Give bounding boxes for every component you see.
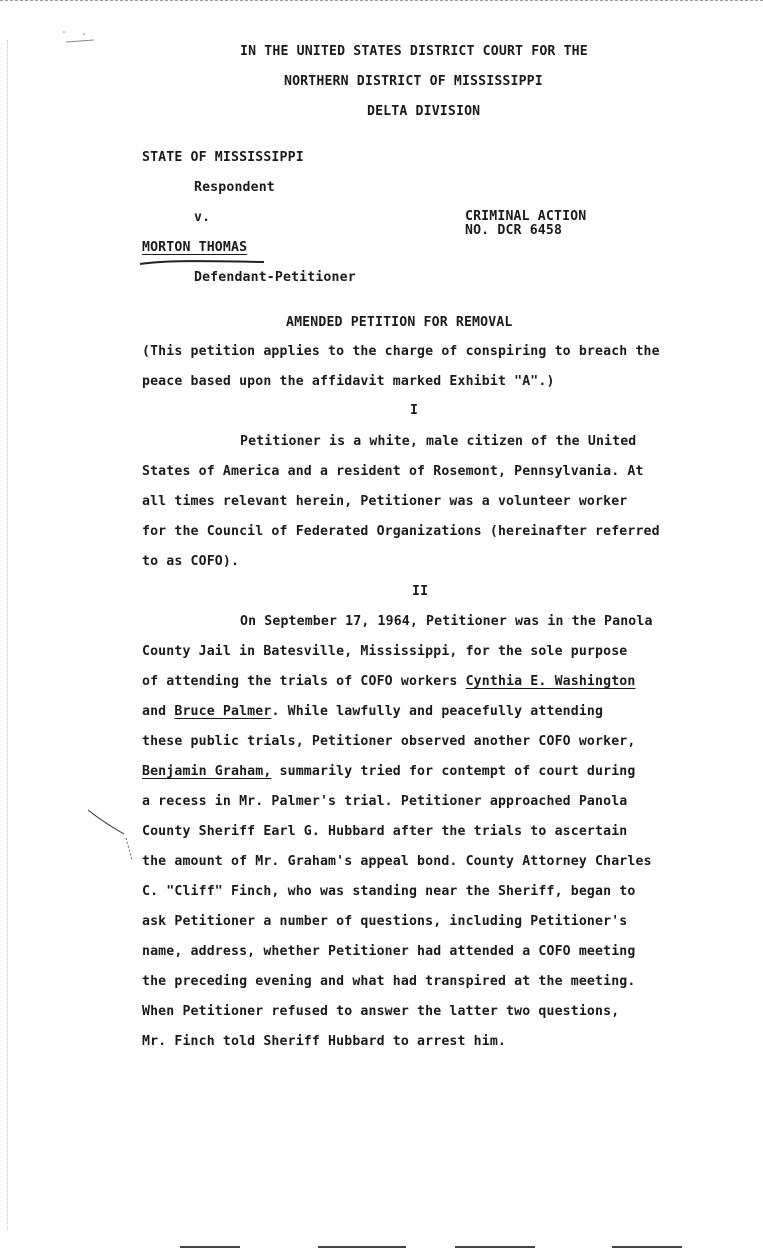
defendant-name: MORTON THOMAS bbox=[142, 240, 248, 255]
margin-pen-stroke bbox=[86, 808, 146, 868]
section-ii-line-4-text-a: and bbox=[142, 704, 175, 719]
plaintiff-name: STATE OF MISSISSIPPI bbox=[142, 150, 304, 165]
footer-rule-2 bbox=[318, 1246, 406, 1248]
court-caption-line-3: DELTA DIVISION bbox=[367, 104, 481, 119]
section-ii-line-4 bbox=[142, 704, 603, 720]
section-ii-line-13: the preceding evening and what had transpired at the meeting. bbox=[142, 974, 636, 989]
section-ii-line-12: name, address, whether Petitioner had attended a COFO meeting bbox=[142, 944, 636, 959]
section-ii-line-9: the amount of Mr. Graham's appeal bond. County Attorney Charles bbox=[142, 854, 652, 869]
defendant-role: Defendant-Petitioner bbox=[194, 270, 356, 285]
section-ii-line-2: County Jail in Batesville, Mississippi, for the sole purpose bbox=[142, 644, 628, 659]
section-i-line-2: States of America and a resident of Rosemont, Pennsylvania. At bbox=[142, 464, 644, 479]
footer-rule-4 bbox=[612, 1246, 682, 1248]
section-ii-line-6-text: summarily tried for contempt of court during bbox=[271, 764, 636, 779]
criminal-action-number: NO. DCR 6458 bbox=[465, 223, 563, 238]
criminal-action-label: CRIMINAL ACTION bbox=[465, 209, 587, 224]
section-i-line-4: for the Council of Federated Organizations (hereinafter referred bbox=[142, 524, 660, 539]
section-ii-line-10: C. "Cliff" Finch, who was standing near the Sheriff, began to bbox=[142, 884, 636, 899]
court-caption-line-1: IN THE UNITED STATES DISTRICT COURT FOR THE bbox=[240, 44, 588, 59]
page-left-edge bbox=[7, 40, 8, 1230]
section-ii-line-4-text-b: . While lawfully and peacefully attending bbox=[271, 704, 604, 719]
section-ii-line-3 bbox=[142, 674, 635, 690]
section-ii-line-6 bbox=[142, 764, 635, 780]
section-i-line-5: to as COFO). bbox=[142, 554, 240, 569]
defendant-name-pen-underline bbox=[138, 258, 268, 268]
section-ii-line-15: Mr. Finch told Sheriff Hubbard to arrest him. bbox=[142, 1034, 507, 1049]
section-ii-line-14: When Petitioner refused to answer the latter two questions, bbox=[142, 1004, 620, 1019]
name-benjamin-graham: Benjamin Graham, bbox=[142, 764, 272, 779]
section-ii-line-5: these public trials, Petitioner observed another COFO worker, bbox=[142, 734, 636, 749]
section-ii-line-1: On September 17, 1964, Petitioner was in the Panola bbox=[240, 614, 653, 629]
preamble-line-2: peace based upon the affidavit marked Exhibit "A".) bbox=[142, 374, 555, 389]
section-i-line-3: all times relevant herein, Petitioner was a volunteer worker bbox=[142, 494, 628, 509]
section-ii-line-3-text: of attending the trials of COFO workers bbox=[142, 674, 466, 689]
name-bruce-palmer: Bruce Palmer bbox=[174, 704, 272, 719]
court-caption-line-2: NORTHERN DISTRICT OF MISSISSIPPI bbox=[284, 74, 543, 89]
section-i-line-1: Petitioner is a white, male citizen of the United bbox=[240, 434, 637, 449]
section-numeral-i: I bbox=[410, 403, 419, 418]
section-ii-line-11: ask Petitioner a number of questions, including Petitioner's bbox=[142, 914, 628, 929]
section-ii-line-7: a recess in Mr. Palmer's trial. Petitioner approached Panola bbox=[142, 794, 628, 809]
preamble-line-1: (This petition applies to the charge of conspiring to breach the bbox=[142, 344, 660, 359]
petition-title: AMENDED PETITION FOR REMOVAL bbox=[286, 315, 513, 330]
footer-rule-1 bbox=[180, 1246, 240, 1248]
page-top-border bbox=[0, 0, 763, 1]
versus-label: v. bbox=[194, 210, 211, 225]
footer-rule-3 bbox=[455, 1246, 535, 1248]
section-ii-line-8: County Sheriff Earl G. Hubbard after the trials to ascertain bbox=[142, 824, 628, 839]
name-cynthia-washington: Cynthia E. Washington bbox=[465, 674, 636, 689]
plaintiff-role: Respondent bbox=[194, 180, 275, 195]
section-numeral-ii: II bbox=[412, 584, 429, 599]
scan-mark-top-left bbox=[60, 30, 100, 54]
